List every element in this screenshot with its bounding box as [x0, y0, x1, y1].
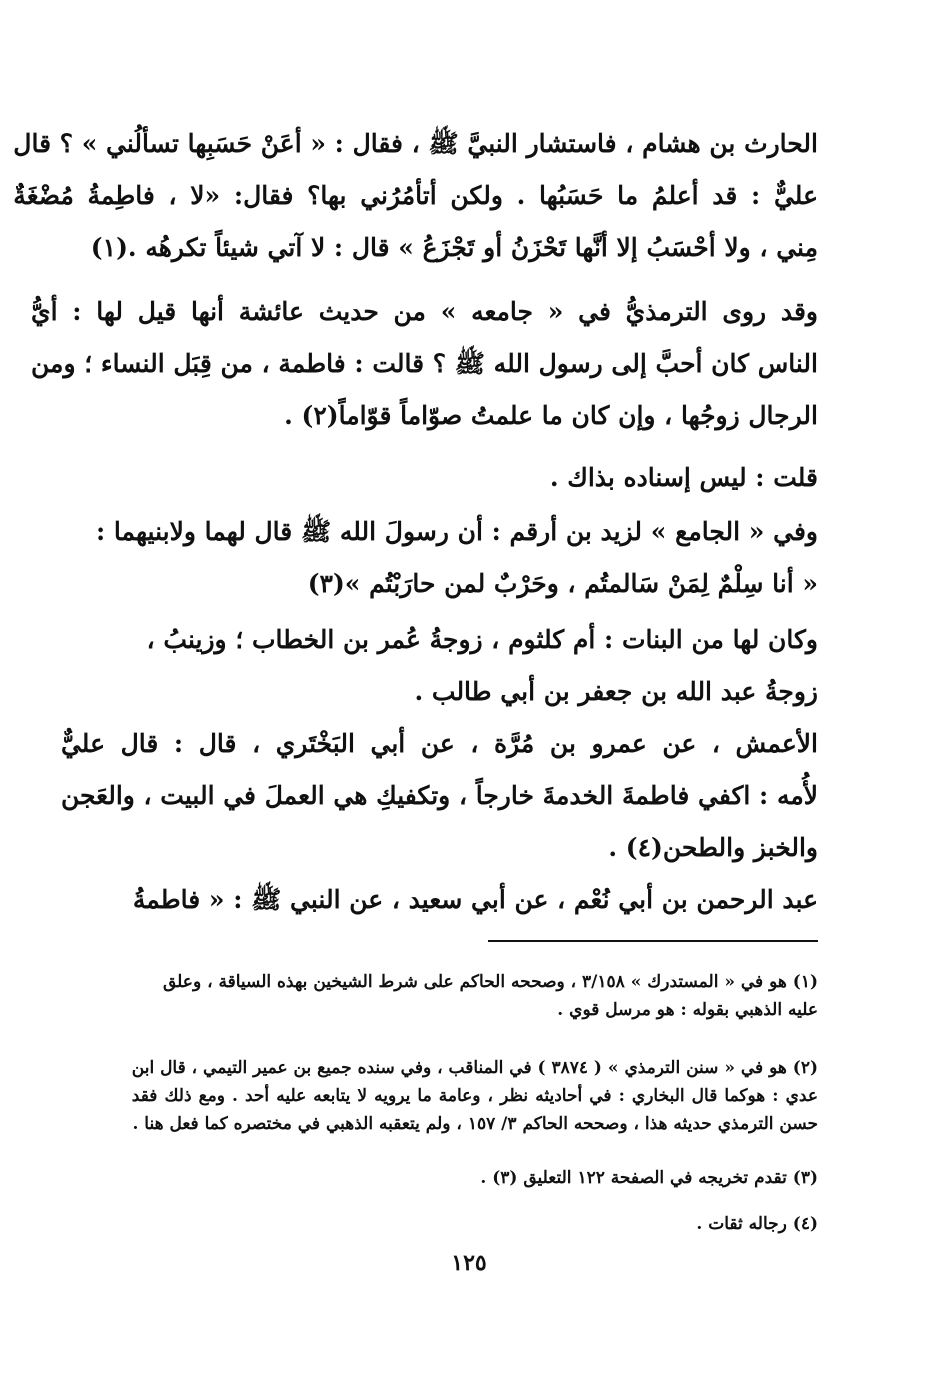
paragraph-7	[133, 874, 818, 926]
paragraph-4	[96, 506, 818, 610]
text-line: وفي « الجامع » لزيد بن أرقم : أن رسولَ الله ﷺ قال لهما ولابنيهما :	[96, 517, 818, 546]
footnote-2	[132, 1054, 818, 1138]
footnote-line: (٤) رجاله ثقات .	[696, 1214, 818, 1234]
text-line: عليٌّ : قد أعلمُ ما حَسَبُها . ولكن أتأمُرُني بها؟ فقال: «لا ، فاطِمةُ مُضْغَةٌ	[13, 181, 818, 210]
footnote-line: (١) هو في « المستدرك » ٣/١٥٨ ، وصححه الحاكم على شرط الشيخين بهذه السياقة ، وعلق	[163, 972, 818, 992]
text-line: لأُمه : اكفي فاطمةَ الخدمةَ خارجاً ، وتكفيكِ هي العملَ في البيت ، والعَجن	[60, 781, 818, 810]
text-line: الرجال زوجُها ، وإن كان ما علمتُ صوّاماً قوّاماً(٢) .	[284, 401, 818, 430]
paragraph-2	[31, 286, 818, 442]
footnote-3	[480, 1164, 818, 1192]
paragraph-5	[147, 614, 818, 718]
footnote-line: عليه الذهبي بقوله : هو مرسل قوي .	[557, 1000, 818, 1020]
footnote-line: عدي : هوكما قال البخاري : في أحاديثه نظر ، وعامة ما يرويه لا يتابعه عليه أحد . ومع ذلك فقد	[131, 1086, 818, 1106]
text-line: زوجةُ عبد الله بن جعفر بن أبي طالب .	[414, 677, 818, 706]
text-line: وكان لها من البنات : أم كلثوم ، زوجةُ عُمر بن الخطاب ؛ وزينبُ ،	[146, 625, 818, 654]
footnote-line: (٢) هو في « سنن الترمذي » ( ٣٨٧٤ ) في المناقب ، وفي سنده جميع بن عمير التيمي ، قال ابن	[131, 1058, 818, 1078]
footnote-divider	[488, 940, 818, 942]
text-line: عبد الرحمن بن أبي نُعْم ، عن أبي سعيد ، عن النبي ﷺ : « فاطمةُ	[132, 885, 818, 914]
footnote-4	[696, 1210, 818, 1238]
text-line: والخبز والطحن(٤) .	[608, 833, 818, 862]
footnote-line: حسن الترمذي حديثه هذا ، وصححه الحاكم ٣/ ١٥٧ ، ولم يتعقبه الذهبي في مختصره كما فعل هنا .	[132, 1114, 818, 1134]
text-line: قلت : ليس إسناده بذاك .	[549, 463, 818, 492]
footnote-1	[163, 968, 818, 1024]
text-line: مِني ، ولا أحْسَبُ إلا أنَّها تَحْزَنُ أو تَجْزَعُ » قال : لا آتي شيئاً تكرهُه .(١)	[90, 233, 818, 262]
text-line: الأعمش ، عن عمرو بن مُرَّة ، عن أبي البَخْتَري ، قال : قال عليٌّ	[60, 729, 818, 758]
paragraph-3	[550, 452, 818, 504]
text-line: الحارث بن هشام ، فاستشار النبيَّ ﷺ ، فقال : « أعَنْ حَسَبِها تسألُني » ؟ قال	[13, 129, 818, 158]
text-line: وقد روى الترمذيُّ في « جامعه » من حديث عائشة أنها قيل لها : أيُّ	[31, 297, 818, 326]
paragraph-1	[13, 118, 818, 274]
footnote-line: (٣) تقدم تخريجه في الصفحة ١٢٢ التعليق (٣) .	[480, 1168, 818, 1188]
paragraph-6	[61, 718, 818, 874]
text-line: الناس كان أحبَّ إلى رسول الله ﷺ ؟ قالت : فاطمة ، من قِبَل النساء ؛ ومن	[31, 349, 818, 378]
page-number: ١٢٥	[451, 1250, 487, 1276]
text-line: « أنا سِلْمٌ لِمَنْ سَالمتُم ، وحَرْبٌ لمن حارَبْتُم »(٣)	[307, 569, 818, 598]
